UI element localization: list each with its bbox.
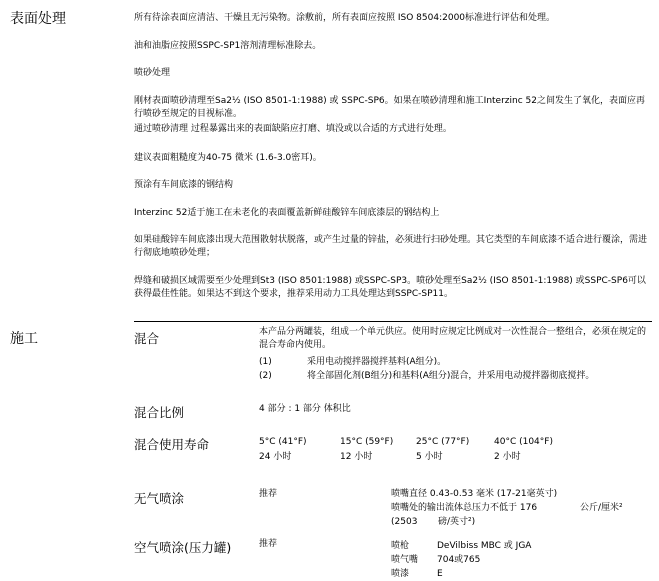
air-spray-label: 空气喷涂(压力罐) (134, 540, 232, 555)
pot-life-time-3: 5 小时 (416, 452, 443, 462)
shop-primed-subheading: 预涂有车间底漆的钢结构 (134, 180, 234, 190)
mixing-step-2-num: (2) (259, 371, 272, 381)
pot-life-temp-1: 5°C (41°F) (259, 437, 307, 447)
mixing-label: 混合 (134, 331, 160, 346)
blast-cleaning-subheading: 喷砂处理 (134, 68, 171, 78)
mixing-step-2-text: 将全部固化剂(B组分)和基料(A组分)混合，并采用电动搅拌器彻底搅拌。 (307, 371, 595, 381)
pot-life-label: 混合使用寿命 (134, 437, 210, 452)
airless-spray-psi: (2503 (391, 517, 418, 527)
pot-life-temp-3: 25°C (77°F) (416, 437, 470, 447)
surface-paragraph-4: 通过喷砂清理 过程暴露出来的表面缺陷应打磨、填没或以合适的方式进行处理。 (134, 124, 452, 134)
surface-paragraph-1: 所有待涂表面应清洁、干燥且无污染物。涂敷前，所有表面应按照 ISO 8504:2000标准进行评估和处理。 (134, 13, 556, 23)
application-heading: 施工 (10, 331, 38, 347)
air-spray-cap-key: 喷气嘴 (391, 555, 419, 565)
pot-life-time-1: 24 小时 (259, 452, 292, 462)
surface-paragraph-6: Interzinc 52适于施工在未老化的表面覆盖新鲜硅酸锌车间底漆层的钢结构上 (134, 208, 440, 218)
surface-paragraph-2: 油和油脂应按照SSPC-SP1溶剂清理标准除去。 (134, 41, 322, 51)
mixing-step-1-num: (1) (259, 357, 272, 367)
pot-life-temp-2: 15°C (59°F) (340, 437, 394, 447)
mixing-text: 本产品分两罐装，组成一个单元供应。使用时应规定比例成对一次性混合一整组合，必须在规定的混合寿命内使用。 (259, 327, 647, 350)
air-spray-cap-value: 704或765 (437, 555, 481, 565)
airless-spray-tip: 喷嘴直径 0.43-0.53 毫米 (17-21毫英寸) (391, 489, 558, 499)
surface-paragraph-3: 刚材表面喷砂清理至Sa2½ (ISO 8501-1:1988) 或 SSPC-SP6。如果在喷砂清理和施工Interzinc 52之间发生了氧化，表面应再行喷砂至规定的目视标准。 (134, 96, 645, 119)
air-spray-tip-value: E (437, 569, 443, 579)
airless-spray-label: 无气喷涂 (134, 491, 185, 506)
air-spray-gun-key: 喷枪 (391, 541, 410, 551)
air-spray-tip-key: 喷漆 (391, 569, 410, 579)
surface-treatment-heading: 表面处理 (10, 11, 66, 27)
airless-spray-recommend: 推荐 (259, 489, 278, 499)
airless-spray-unit: 公斤/厘米² (580, 503, 623, 513)
mix-ratio-value: 4 部分 : 1 部分 体积比 (259, 404, 351, 414)
surface-paragraph-5: 建议表面粗糙度为40-75 微米 (1.6-3.0密耳)。 (134, 153, 322, 163)
surface-paragraph-7: 如果硅酸锌车间底漆出现大范围散射状脱落，或产生过量的锌盐，必须进行扫砂处理。其它类型的车间底漆不适合进行覆涂，需进行彻底地喷砂处理； (134, 235, 648, 258)
pot-life-temp-4: 40°C (104°F) (494, 437, 553, 447)
air-spray-gun-value: DeVilbiss MBC 或 JGA (437, 541, 532, 551)
pot-life-time-4: 2 小时 (494, 452, 521, 462)
airless-spray-pressure: 喷嘴处的输出流体总压力不低于 176 (391, 503, 538, 513)
air-spray-recommend: 推荐 (259, 539, 278, 549)
mixing-step-1-text: 采用电动搅拌器搅拌基料(A组分)。 (307, 357, 447, 367)
airless-spray-psi-unit: 磅/英寸²) (438, 517, 476, 527)
pot-life-time-2: 12 小时 (340, 452, 373, 462)
surface-paragraph-8: 焊缝和破损区域需要至少处理到St3 (ISO 8501:1988) 或SSPC-SP3。喷砂处理至Sa2½ (ISO 8501-1:1988) 或SSPC-SP6可以获得最佳性能。如果达不到这个要求，推荐采用动力工具处理达到SSPC-SP11。 (134, 276, 646, 299)
mix-ratio-label: 混合比例 (134, 405, 185, 420)
section-divider (134, 321, 652, 322)
